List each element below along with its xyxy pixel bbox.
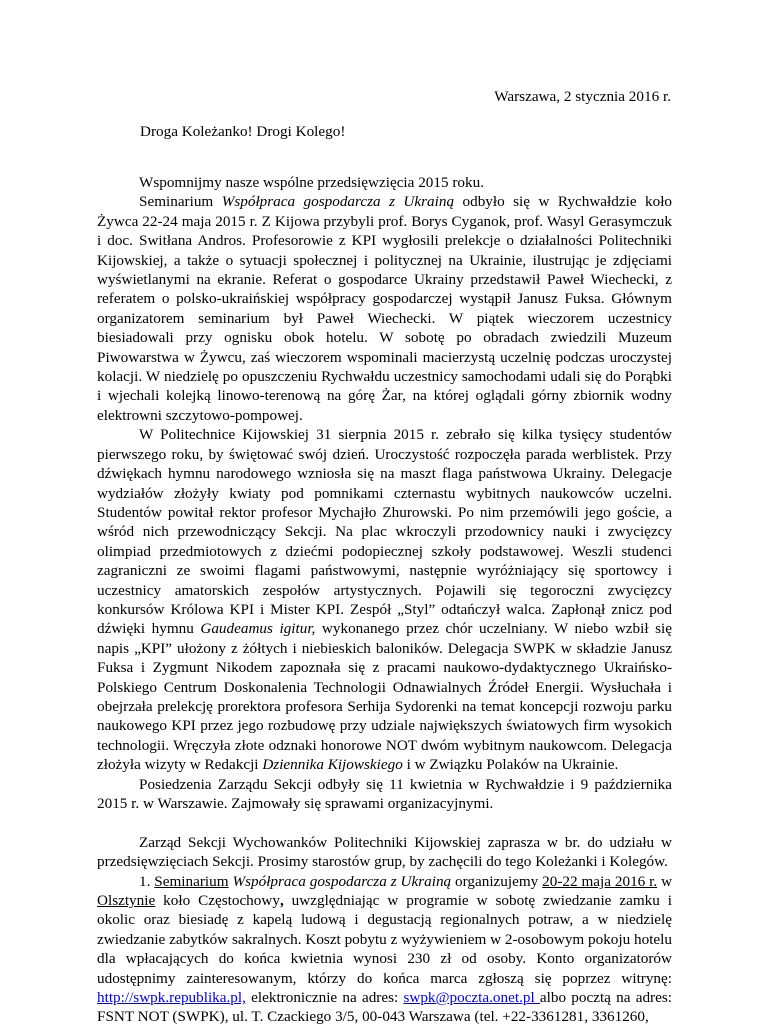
seminar-2016-paragraph: 1. Seminarium Współpraca gospodarcza z Ukrainą organizujemy 20-22 maja 2016 r. w Olsztynie koło Częstochowy, uwzględniając w programie w sobotę zwiedzanie zamku i okolic oraz biesiadę z kapelą ludową i degustacją regionalnych potraw, a w niedzielę zwiedzanie zabytków sakralnych. Koszt pobytu z wyżywieniem w 2-osobowym pokoju hotelu dla wpłacających do końca kwietnia wynosi 230 zł od osoby. Konto organizatorów udostępnimy zainteresowanym, którzy do końca marca zgłoszą się poprzez witrynę: http://swpk.republika.pl, elektronicznie na adres: swpk@poczta.onet.pl albo pocztą na adres: FSNT NOT (SWPK), ul. T. Czackiego 3/5, 00-043 Warszawa (tel. +22-3361281, 3361260, bbox=[97, 872, 673, 1026]
intro-paragraph: Wspomnijmy nasze wspólne przedsięwzięcia 2015 roku. bbox=[139, 174, 484, 191]
seminar-label: Seminarium bbox=[154, 872, 229, 890]
paragraph-spacer bbox=[97, 813, 672, 832]
anthem-title: Gaudeamus igitur, bbox=[200, 620, 316, 638]
board-meetings-paragraph: Posiedzenia Zarządu Sekcji odbyły się 11 kwietnia w Rychwałdzie i 9 października 2015 r. w Warszawie. Zajmowały się sprawami organizacyjnymi. bbox=[97, 775, 672, 812]
seminar-dates: 20-22 maja 2016 r. bbox=[542, 872, 658, 890]
email-link[interactable]: swpk@poczta.onet.pl bbox=[403, 989, 540, 1007]
letter-date: Warszawa, 2 stycznia 2016 r. bbox=[494, 88, 671, 105]
seminar-2015-paragraph: Seminarium Współpraca gospodarcza z Ukrainą odbyło się w Rychwałdzie koło Żywca 22-24 maja 2015 r. Z Kijowa przybyli prof. Borys Cyganok, prof. Wasyl Gerasymczuk i doc. Switłana Andros. Profesorowie z KPI wygłosili prelekcje o działalności Politechniki Kijowskiej, a także o sytuacji społecznej i politycznej na Ukrainie, ilustrując je zdjęciami wyświetlanymi na ekranie. Referat o gospodarce Ukrainy przedstawił Paweł Wiechecki, z referatem o polsko-ukraińskiej współpracy gospodarczej wystąpił Janusz Fuksa. Głównym organizatorem seminarium był Paweł Wiechecki. W piątek wieczorem uczestnicy biesiadowali przy ognisku obok hotelu. W sobotę po obradach zwiedzili Muzeum Piwowarstwa w Żywcu, zaś wieczorem wspominali macierzystą uczelnię podczas uroczystej kolacji. W niedzielę po opuszczeniu Rychwałdu uczestnicy samochodami udali się do Porąbki i wjechali kolejką linowo-terenową na górę Żar, na której oglądali górny zbiornik wodny elektrowni szczytowo-pompowej. bbox=[97, 193, 673, 424]
letter-greeting: Droga Koleżanko! Drogi Kolego! bbox=[140, 123, 346, 140]
seminar-2016-title: Współpraca gospodarcza z Ukrainą bbox=[232, 872, 452, 890]
newspaper-title: Dziennika Kijowskiego bbox=[262, 756, 403, 774]
invitation-paragraph: Zarząd Sekcji Wychowanków Politechniki Kijowskiej zaprasza w br. do udziału w przedsięwzięciach Sekcji. Prosimy starostów grup, by zachęcili do tego Koleżanki i Kolegów. bbox=[97, 833, 672, 871]
kpi-day-paragraph: W Politechnice Kijowskiej 31 sierpnia 2015 r. zebrało się kilka tysięcy studentów pierwszego roku, by świętować swój dzień. Uroczystość rozpoczęła parada werblistek. Przy dźwiękach hymnu narodowego wzniosła się na maszt flaga państwowa Ukrainy. Delegacje wydziałów złożyły kwiaty pod pomnikami czternastu wybitnych naukowców uczelni. Studentów powitał rektor profesor Mychajło Zhurowski. Po nim przemówili jego goście, a wśród nich przewodniczący Sekcji. Na plac wkroczyli przodownicy nauki i zwycięzcy olimpiad przedmiotowych z dziećmi podopiecznej szkoły podstawowej. Weszli studenci zagraniczni ze swoimi flagami państwowymi, następnie wyróżniający się sportowcy i uczestnicy amatorskich zespołów artystycznych. Pojawili się tegoroczni zwycięzcy konkursów Królowa KPI i Mister KPI. Zespół „Styl” odtańczył walca. Zapłonął znicz pod dźwięki hymnu Gaudeamus igitur, wykonanego przez chór uczelniany. W niebo wzbił się napis „KPI” ułożony z żółtych i niebieskich baloników. Delegacja SWPK w składzie Janusz Fuksa i Zygmunt Nikodem zapoznała się z pracami naukowo-dydaktycznego Ukraińsko-Polskiego Centrum Doskonalenia Technologii Odnawialnych Źródeł Energii. Wysłuchała i obejrzała prelekcję prorektora profesora Serhija Sydorenki na temat koncepcji rozwoju parku naukowego KPI przez jego rozbudowę przy udziale największych światowych firm wysokich technologii. Wręczyła złote odznaki honorowe NOT dwóm wybitnym naukowcom. Delegacja złożyła wizyty w Redakcji Dziennika Kijowskiego i w Związku Polaków na Ukrainie. bbox=[97, 426, 672, 774]
seminar-title: Współpraca gospodarcza z Ukrainą bbox=[221, 193, 455, 211]
seminar-place: Olsztynie bbox=[97, 892, 156, 910]
website-link[interactable]: http://swpk.republika.pl, bbox=[97, 989, 246, 1007]
letter-body bbox=[97, 173, 672, 1027]
